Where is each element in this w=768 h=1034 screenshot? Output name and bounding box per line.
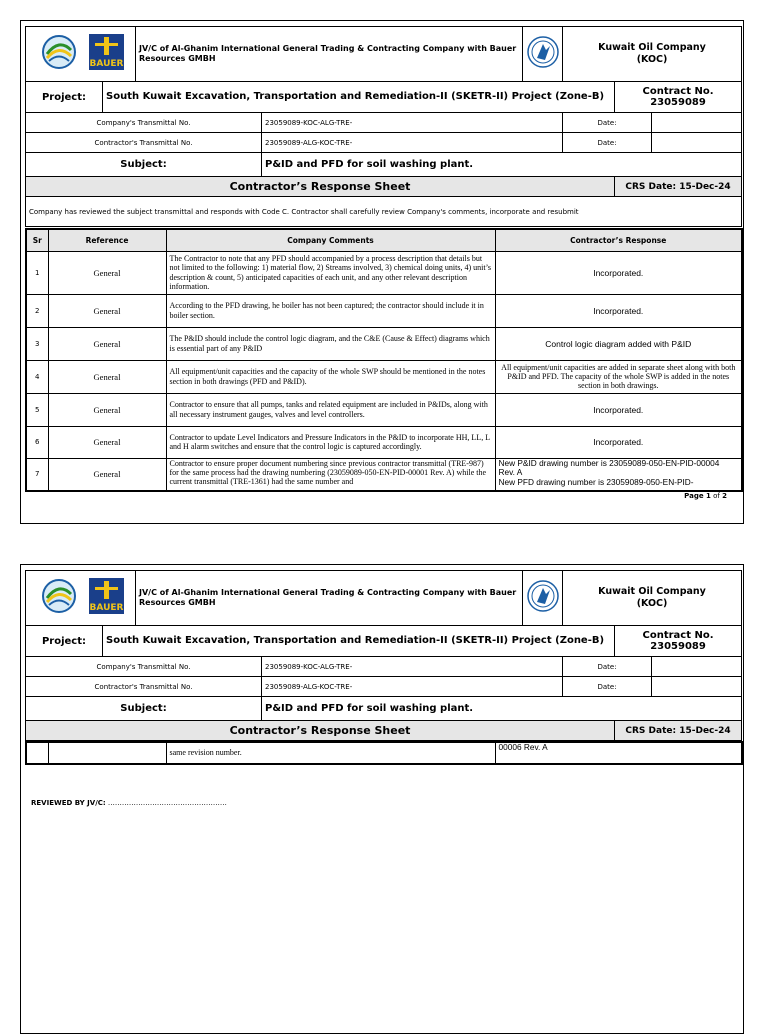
row-response: Control logic diagram added with P&ID	[495, 327, 742, 360]
column-header: Contractor’s Response	[495, 229, 742, 251]
jv-logos	[26, 571, 136, 626]
table-row	[26, 251, 742, 294]
date-label: Date:	[563, 677, 652, 697]
comments-table-continued	[25, 741, 743, 765]
row-comment: The P&ID should include the control logic diagram, and the C&E (Cause & Effect) diagrams which is essential part of any P&ID	[166, 327, 495, 360]
date-value	[652, 677, 742, 697]
client-name: Kuwait Oil Company	[598, 42, 706, 53]
comments-table	[25, 228, 743, 492]
row-sr: 2	[26, 294, 48, 327]
row-response: Incorporated.	[495, 251, 742, 294]
date-label: Date:	[563, 133, 652, 153]
koc-logo-cell	[523, 571, 563, 626]
table-row	[26, 426, 742, 458]
row-sr: 5	[26, 393, 48, 426]
table-row	[26, 458, 742, 491]
date-value	[652, 657, 742, 677]
column-header: Reference	[48, 229, 166, 251]
sheet-title: Contractor’s Response Sheet	[26, 721, 615, 741]
client-name-cell	[563, 27, 742, 82]
date-value	[652, 113, 742, 133]
client-abbr: (KOC)	[636, 54, 668, 65]
client-name: Kuwait Oil Company	[598, 586, 706, 597]
row-response: 00006 Rev. A	[495, 742, 742, 764]
client-name-cell	[563, 571, 742, 626]
contractor-transmittal-label: Contractor's Transmittal No.	[26, 677, 262, 697]
crs-date: CRS Date: 15-Dec-24	[615, 177, 742, 197]
row-response: All equipment/unit capacities are added in separate sheet along with both P&ID and PFD. The capacity of the whole SWP is added in the notes section in both drawings.	[495, 360, 742, 393]
row-sr: 3	[26, 327, 48, 360]
client-abbr: (KOC)	[636, 598, 668, 609]
row-reference: General	[48, 393, 166, 426]
row-comment: The Contractor to note that any PFD should accompanied by a process description that details but not limited to the following: 1) material flow, 2) Streams involved, 3) chemical doing units, 4) unit’s description & count, 5) anticipated capacities of each unit, and any other relevant description information.	[166, 251, 495, 294]
bauer-logo-text: BAUER	[89, 59, 123, 69]
page-1	[20, 20, 744, 524]
koc-logo-icon	[526, 574, 560, 618]
response-line: New P&ID drawing number is 23059089-050-EN-PID-00004 Rev. A	[498, 458, 720, 477]
contract-number: Contract No. 23059089	[615, 82, 742, 113]
contractor-transmittal-label: Contractor's Transmittal No.	[26, 133, 262, 153]
header-table	[25, 26, 742, 227]
subject-label: Subject:	[26, 153, 262, 177]
row-sr	[26, 742, 48, 764]
alghanim-logo-icon	[35, 574, 127, 618]
response-line: New PFD drawing number is 23059089-050-EN-PID-	[498, 476, 694, 487]
row-sr: 6	[26, 426, 48, 458]
contractor-transmittal-value: 23059089-ALG-KOC-TRE-	[262, 677, 563, 697]
row-comment: Contractor to ensure proper document numbering since previous contractor transmittal (TRE-987) for the same process had the drawing numbering (23059089-050-EN-PID-00001 Rev. A) while the current transmittal (TRE-1361) had the same number and	[166, 458, 495, 491]
row-response: Incorporated.	[495, 393, 742, 426]
row-response: Incorporated.	[495, 426, 742, 458]
company-transmittal-label: Company's Transmittal No.	[26, 657, 262, 677]
reviewed-by-line: REVIEWED BY JV/C: ……………………………………………	[31, 799, 227, 807]
column-header: Sr	[26, 229, 48, 251]
row-reference: General	[48, 360, 166, 393]
jv-company-name: JV/C of Al-Ghanim International General Trading & Contracting Company with Bauer Resources GMBH	[136, 27, 523, 82]
row-comment: Contractor to update Level Indicators and Pressure Indicators in the P&ID to incorporate HH, LL, L and H alarm switches and ensure that the control logic is captured accordingly.	[166, 426, 495, 458]
company-transmittal-value: 23059089-KOC-ALG-TRE-	[262, 113, 563, 133]
row-response: Incorporated.	[495, 294, 742, 327]
project-name: South Kuwait Excavation, Transportation and Remediation-II (SKETR-II) Project (Zone-B)	[103, 626, 615, 657]
row-reference: General	[48, 251, 166, 294]
koc-logo-icon	[526, 30, 560, 74]
project-name: South Kuwait Excavation, Transportation and Remediation-II (SKETR-II) Project (Zone-B)	[103, 82, 615, 113]
contract-number: Contract No. 23059089	[615, 626, 742, 657]
row-reference	[48, 742, 166, 764]
row-comment: According to the PFD drawing, he boiler has not been captured; the contractor should include it in boiler section.	[166, 294, 495, 327]
subject-label: Subject:	[26, 697, 262, 721]
row-comment: All equipment/unit capacities and the capacity of the whole SWP should be mentioned in the notes section in both drawings (PFD and P&ID).	[166, 360, 495, 393]
koc-logo-cell	[523, 27, 563, 82]
row-reference: General	[48, 426, 166, 458]
company-transmittal-value: 23059089-KOC-ALG-TRE-	[262, 657, 563, 677]
company-transmittal-label: Company's Transmittal No.	[26, 113, 262, 133]
table-row	[26, 294, 742, 327]
project-label: Project:	[26, 82, 103, 113]
table-row	[26, 327, 742, 360]
bauer-logo-text: BAUER	[89, 603, 123, 613]
row-reference: General	[48, 458, 166, 491]
sheet-title: Contractor’s Response Sheet	[26, 177, 615, 197]
header-table	[25, 570, 742, 741]
table-row	[26, 742, 742, 764]
jv-logos	[26, 27, 136, 82]
review-note: Company has reviewed the subject transmittal and responds with Code C. Contractor shall carefully review Company's comments, incorporate and resubmit	[26, 197, 742, 227]
jv-company-name: JV/C of Al-Ghanim International General Trading & Contracting Company with Bauer Resources GMBH	[136, 571, 523, 626]
column-header: Company Comments	[166, 229, 495, 251]
row-comment: same revision number.	[166, 742, 495, 764]
table-header-row	[26, 229, 742, 251]
row-sr: 4	[26, 360, 48, 393]
project-label: Project:	[26, 626, 103, 657]
alghanim-logo-icon	[35, 30, 127, 74]
subject-text: P&ID and PFD for soil washing plant.	[262, 697, 742, 721]
page-number: Page 1 of 2	[684, 492, 727, 500]
row-sr: 1	[26, 251, 48, 294]
crs-date: CRS Date: 15-Dec-24	[615, 721, 742, 741]
date-label: Date:	[563, 657, 652, 677]
date-label: Date:	[563, 113, 652, 133]
date-value	[652, 133, 742, 153]
row-response	[495, 458, 742, 491]
table-row	[26, 360, 742, 393]
row-sr: 7	[26, 458, 48, 491]
table-row	[26, 393, 742, 426]
contractor-transmittal-value: 23059089-ALG-KOC-TRE-	[262, 133, 563, 153]
row-reference: General	[48, 294, 166, 327]
subject-text: P&ID and PFD for soil washing plant.	[262, 153, 742, 177]
row-reference: General	[48, 327, 166, 360]
row-comment: Contractor to ensure that all pumps, tanks and related equipment are included in P&IDs, along with all necessary instrument gauges, valves and level controllers.	[166, 393, 495, 426]
page-2	[20, 564, 744, 1034]
